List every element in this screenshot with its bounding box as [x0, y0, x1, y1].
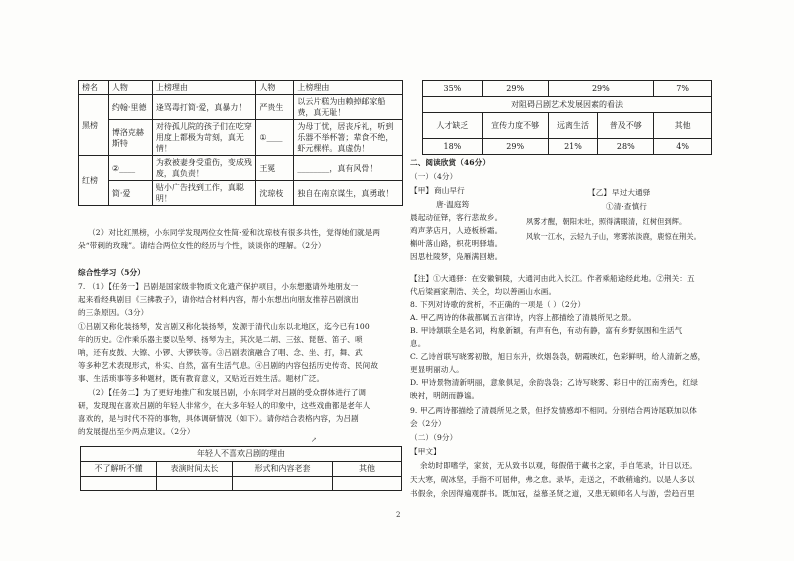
poem-a-tag: 【甲】	[410, 186, 434, 195]
table-header: 榜名	[79, 81, 109, 95]
passage-line: 天大寒，砚冰坚，手指不可屈伸，弗之怠。录毕，走送之，不敢稍逾约。以是人多以	[410, 475, 695, 484]
q8-option[interactable]: B. 甲诗颔联全是名词，构象新颖，有声有色，有动有静，富有乡野氛围和生活气	[410, 326, 683, 335]
q7-line: 呐，还有皮鼓、大镲、小锣、大锣铁等。③吕剧表演融合了唱、念、坐、打，舞、武	[78, 348, 363, 357]
poem-a-author: 唐·温庭筠	[436, 200, 470, 209]
table-row	[81, 462, 402, 477]
q7-line: 年的历史。②作乘乐器主要以坠琴、扬琴为主，其次是二胡、三弦、琵琶、笛子、唢	[78, 335, 363, 344]
q8-line: 息。	[410, 339, 426, 348]
table-cell: 29%	[548, 81, 654, 97]
poem-b-tag: 【乙】	[588, 188, 612, 197]
q7-line: （2）【任务二】为了更好地推广和发展吕剧，小东同学对吕剧的受众群体进行了调	[88, 388, 367, 397]
poem-a-line: 槲叶落山路，枳花明驿墙。	[410, 239, 503, 248]
table-row	[423, 81, 712, 97]
table-header: 上榜理由	[152, 81, 256, 95]
table-cell: 以云片糕为由赖掉邮家船费，真无耻！	[294, 95, 403, 120]
q2-line: 朵“带刺的玫瑰”。请结合两位女性的经历与个性，谈谈你的理解。（2分）	[78, 241, 326, 250]
q9-line: 9. 甲乙两诗都描绘了清晨所见之景，但抒发情感却不相同。分别结合两诗尾联加以体	[410, 406, 697, 415]
section-title: 二、阅读欣赏（46分）	[410, 158, 491, 167]
q7-line: 的发展提出至少两点建议。（2分）	[78, 427, 195, 436]
table-cell: 为救被妻身受重伤，变成残废，真负责！	[152, 156, 256, 181]
table-header: 上榜理由	[294, 81, 403, 95]
q7-line: 起来看经典剧目《三拂教子》，请你结合材料内容，帮小东想出向朋友推荐吕剧演出	[78, 295, 359, 304]
table-cell: 独自在南京谋生，真勇敢！	[294, 181, 403, 206]
table-header: 人物	[256, 81, 294, 95]
passage-label: 【甲文】	[410, 447, 441, 456]
table-cell: 其他	[333, 462, 402, 477]
table-cell: 对待孤儿院的孩子们在吃穿用度上都极为苛刻，真无情！	[152, 120, 256, 156]
table-cell: 贴小广告找到工作，真聪明！	[152, 181, 256, 206]
q7-line: 事、生活琐事等多种题材，既有教育意义，又贴近百姓生活。题材广泛。	[78, 374, 325, 383]
table-cell: 28%	[598, 139, 654, 155]
table-cell: 形式和内容老套	[233, 462, 333, 477]
poem-b-line: 夙雾才醒，朝阳未吐，照得满眼清，红树但到辉。	[526, 217, 687, 226]
subsection-label: （一）（4分）	[410, 172, 458, 181]
q8-line: 映衬，明朗而静谧。	[410, 391, 480, 400]
q8-option[interactable]: D. 甲诗景物清新明丽，意象俱足，余韵袅袅；乙诗写晓雾、彩日中的江南秀色，红绿	[410, 378, 698, 387]
poem-a-title: 商山早行	[434, 186, 465, 195]
survey-table	[80, 446, 402, 491]
q7-line: ①吕剧又称化装扬琴，发言剧又称化装扬琴，发源于清代山东以北地区，迄今已有100	[78, 322, 370, 331]
table-header: 普及不够	[598, 113, 654, 139]
factor-table	[422, 80, 712, 155]
q8-line: 8. 下列对诗歌的赏析，不正确的一项是（ ）（2分）	[410, 300, 586, 309]
poem-b-line: 风软一江水，云轻九子山，寒雾浓淡鹿，鹿惊在荆关。	[526, 232, 701, 241]
page-number: 2	[396, 511, 401, 519]
table-cell: 严贵生	[256, 95, 294, 120]
answer-blank[interactable]: ________，真有风骨！	[294, 156, 403, 181]
table-row	[79, 120, 403, 156]
table-cell: 为母丁忧，居丧斥礼，听到乐器不举杯箸；辈食不绝，虾元棵样。真虚伪！	[294, 120, 403, 156]
table-cell: 29%	[482, 81, 548, 97]
table-cell	[233, 477, 333, 491]
passage-line: 书假余，余因得遍观群书。既加冠，益慕圣贤之道，又患无硕师名人与游，尝趋百里	[410, 489, 695, 498]
table-header-row	[79, 81, 403, 95]
table-cell: 4%	[654, 139, 712, 155]
table-cell: 表演时间太长	[157, 462, 233, 477]
margin-mark: ↗	[311, 436, 317, 444]
table-cell	[333, 477, 402, 491]
section-title: 综合性学习（5分）	[78, 268, 145, 277]
poem-b-author: ①清·查慎行	[606, 202, 647, 211]
table-cell	[81, 477, 157, 491]
q7-line: 的三条原因。（3分）	[78, 308, 149, 317]
table-cell: 简·爱	[108, 181, 152, 206]
q7-line: 研，发现现在喜欢吕剧的年轻人非常少，在大多年轻人的印象中，这些戏曲都是老年人	[78, 401, 371, 410]
poem-b-title: 早过大通驿	[612, 188, 651, 197]
table-cell: 黑榜	[79, 95, 109, 156]
q2-line: （2）对比红黑榜，小东同学发现两位女性简·爱和沈琼枝有很多共性，觉得她们就是两	[88, 228, 381, 237]
table-cell	[157, 477, 233, 491]
answer-blank[interactable]: ①____	[256, 120, 294, 156]
table-header: 其他	[654, 113, 712, 139]
poem-a-line: 鸡声茅店月，人迹板桥霜。	[410, 226, 503, 235]
table-row	[79, 95, 403, 120]
table-cell: 沈琼枝	[256, 181, 294, 206]
table-row	[79, 156, 403, 181]
table-header: 人才缺乏	[423, 113, 483, 139]
passage-line: 余幼时即嗜学，家贫，无从致书以观，每假借于藏书之家，手自笔录，计日以还。	[420, 461, 697, 470]
poem-a-line: 晨起动征铎，客行悲故乡。	[410, 213, 503, 222]
factor-table-title: 对阻碍吕剧艺术发展因素的看法	[423, 97, 712, 113]
table-cell: 29%	[482, 139, 548, 155]
poem-a-line: 因思杜陵梦，凫雁满回塘。	[410, 252, 503, 261]
table-cell: 35%	[423, 81, 483, 97]
table-cell: 约翰·里德	[108, 95, 152, 120]
table-cell: 博洛克赫斯特	[108, 120, 152, 156]
table-cell: 逢骂毒打简·爱，真暴力！	[152, 95, 256, 120]
survey-table-title: 年轻人不喜欢吕剧的理由	[81, 447, 402, 462]
table-row	[423, 139, 712, 155]
table-header: 宣传力度不够	[482, 113, 548, 139]
note-line: 【注】①大通驿：在安徽铜陵，大通河由此入长江。作者乘船途经此地。②荆关：五	[410, 274, 695, 283]
table-cell: 不了解听不懂	[81, 462, 157, 477]
q7-line: 喜欢的，是与时代不符的事物，具体调研情况（如下）。请你结合表格内容，为吕剧	[78, 414, 359, 423]
table-header-row	[423, 113, 712, 139]
q8-option[interactable]: C. 乙诗首联写晓雾初散，旭日东升，炊烟袅袅，朝霞映红，色彩鲜明，给人清新之感，	[410, 352, 706, 361]
table-cell: 21%	[548, 139, 598, 155]
table-header: 人物	[108, 81, 152, 95]
q9-line: 会（2分）	[410, 419, 446, 428]
table-cell: 王冕	[256, 156, 294, 181]
q7-line: 等多种艺术表现形式，朴实、自然，富有生活气息。④吕剧的内容包括历史传奇、民间故	[78, 361, 379, 370]
table-cell: 7%	[654, 81, 712, 97]
subsection-label: （二）（9分）	[410, 433, 458, 442]
table-row	[79, 181, 403, 206]
table-header: 远离生活	[548, 113, 598, 139]
q7-line: 7. （1）【任务一】吕剧是国家级非物质文化遗产保护项目，小东想邀请外地朋友一	[78, 282, 359, 291]
answer-blank[interactable]: ②____	[108, 156, 152, 181]
table-cell: 红榜	[79, 156, 109, 206]
q8-line: 更显明丽动人。	[410, 365, 464, 374]
table-cell: 18%	[423, 139, 483, 155]
note-line: 代后梁画家荆浩、关仝，均以善画山水画。	[410, 287, 557, 296]
ranking-table	[78, 80, 403, 206]
q8-option[interactable]: A. 甲乙两诗的体裁都属五言律诗，内容上都描绘了清晨所见之景。	[410, 313, 637, 322]
